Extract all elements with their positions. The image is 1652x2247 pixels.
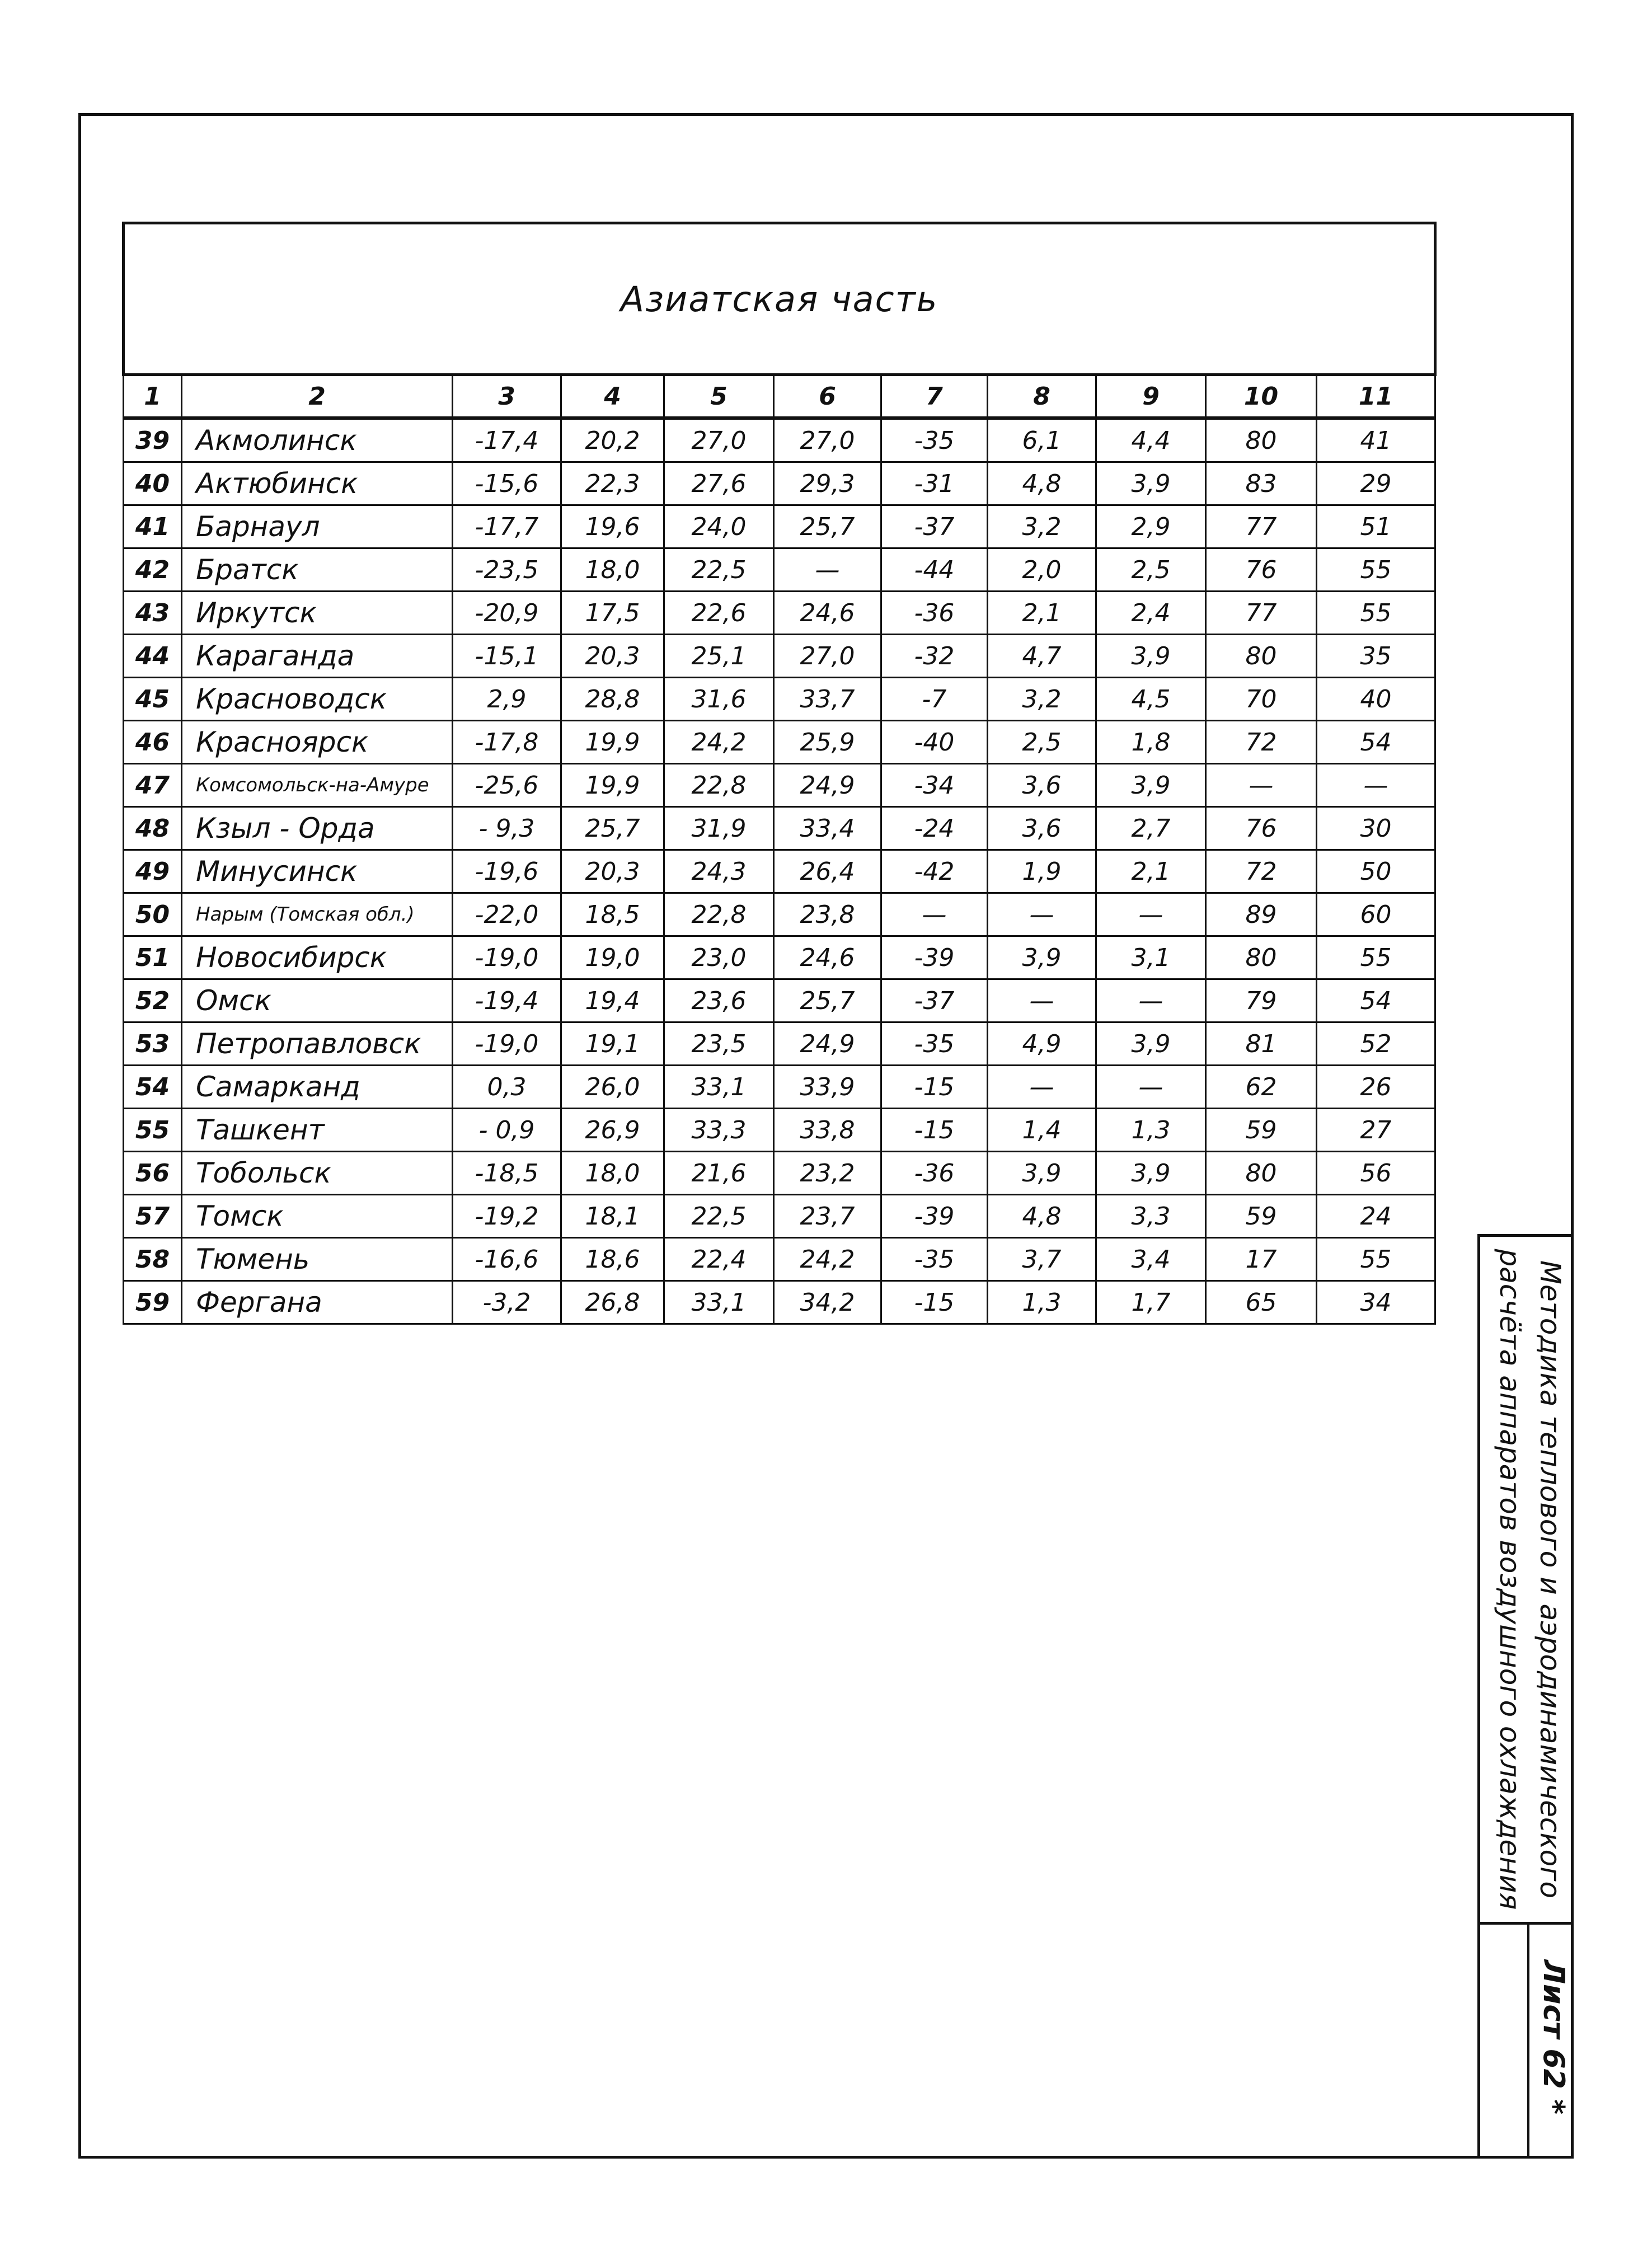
table-cell: 4,5 [1096, 678, 1206, 721]
table-cell: -23,5 [453, 548, 561, 592]
row-number: 52 [124, 979, 182, 1022]
table-cell: -15 [881, 1281, 988, 1324]
table-cell: 77 [1206, 505, 1317, 548]
row-number: 49 [124, 850, 182, 893]
table-cell: 80 [1206, 1152, 1317, 1195]
table-cell: 3,6 [988, 764, 1096, 807]
table-cell: — [988, 979, 1096, 1022]
table-cell: 81 [1206, 1022, 1317, 1066]
table-cell: 26,8 [561, 1281, 664, 1324]
table-row [124, 418, 1435, 462]
table-cell: 3,9 [988, 1152, 1096, 1195]
table-cell: 25,7 [774, 979, 881, 1022]
table-cell: 2,0 [988, 548, 1096, 592]
table-cell: 1,8 [1096, 721, 1206, 764]
table-cell: 18,5 [561, 893, 664, 936]
table-cell: 25,9 [774, 721, 881, 764]
table-cell: 26,4 [774, 850, 881, 893]
table-cell: 54 [1317, 979, 1435, 1022]
row-number: 57 [124, 1195, 182, 1238]
climate-data-table [122, 222, 1437, 1325]
table-cell: 55 [1317, 1238, 1435, 1281]
city-name: Барнаул [182, 505, 453, 548]
table-cell: 2,1 [988, 592, 1096, 635]
table-cell: 22,8 [664, 893, 774, 936]
table-cell: 55 [1317, 936, 1435, 979]
table-cell: 23,7 [774, 1195, 881, 1238]
document-title-line-2: расчёта аппаратов воздушного охлаждения [1494, 1249, 1526, 1910]
table-cell: 2,9 [453, 678, 561, 721]
column-number: 9 [1096, 375, 1206, 419]
row-number: 45 [124, 678, 182, 721]
table-cell: 17 [1206, 1238, 1317, 1281]
table-cell: -19,2 [453, 1195, 561, 1238]
table-cell: 27,0 [664, 418, 774, 462]
table-cell: 33,7 [774, 678, 881, 721]
table-cell: 70 [1206, 678, 1317, 721]
table-cell: 3,9 [988, 936, 1096, 979]
table-cell: 1,9 [988, 850, 1096, 893]
table-row [124, 678, 1435, 721]
column-number: 3 [453, 375, 561, 419]
row-number: 41 [124, 505, 182, 548]
table-cell: 80 [1206, 936, 1317, 979]
row-number: 40 [124, 462, 182, 505]
table-cell: 2,4 [1096, 592, 1206, 635]
table-cell: 31,9 [664, 807, 774, 850]
table-cell: 23,2 [774, 1152, 881, 1195]
table-cell: 24 [1317, 1195, 1435, 1238]
column-number-row [124, 375, 1435, 419]
table-cell: 19,9 [561, 721, 664, 764]
table-cell: 3,9 [1096, 1152, 1206, 1195]
table-cell: 27,0 [774, 635, 881, 678]
city-name: Караганда [182, 635, 453, 678]
table-cell: 80 [1206, 635, 1317, 678]
table-cell: 65 [1206, 1281, 1317, 1324]
table-cell: 26,9 [561, 1109, 664, 1152]
table-cell: -34 [881, 764, 988, 807]
city-name: Братск [182, 548, 453, 592]
table-cell: 22,4 [664, 1238, 774, 1281]
table-row [124, 592, 1435, 635]
table-cell: 2,9 [1096, 505, 1206, 548]
stamp-divider [1480, 1922, 1571, 1925]
table-row [124, 893, 1435, 936]
city-name: Акмолинск [182, 418, 453, 462]
table-cell: — [1096, 979, 1206, 1022]
table-cell: 24,9 [774, 764, 881, 807]
city-name: Тюмень [182, 1238, 453, 1281]
table-cell: 76 [1206, 548, 1317, 592]
table-cell: 24,9 [774, 1022, 881, 1066]
table-cell: 34,2 [774, 1281, 881, 1324]
table-cell: 3,6 [988, 807, 1096, 850]
table-cell: 0,3 [453, 1066, 561, 1109]
table-cell: 23,8 [774, 893, 881, 936]
table-cell: -22,0 [453, 893, 561, 936]
table-cell: 20,3 [561, 635, 664, 678]
table-cell: 20,2 [561, 418, 664, 462]
table-row [124, 979, 1435, 1022]
table-cell: -15 [881, 1066, 988, 1109]
table-cell: 41 [1317, 418, 1435, 462]
table-cell: 26 [1317, 1066, 1435, 1109]
table-cell: 4,9 [988, 1022, 1096, 1066]
city-name: Иркутск [182, 592, 453, 635]
table-cell: 24,0 [664, 505, 774, 548]
table-cell: -19,6 [453, 850, 561, 893]
table-row [124, 807, 1435, 850]
table-cell: 22,5 [664, 1195, 774, 1238]
city-name: Красноярск [182, 721, 453, 764]
table-cell: 1,4 [988, 1109, 1096, 1152]
row-number: 46 [124, 721, 182, 764]
city-name: Минусинск [182, 850, 453, 893]
table-cell: 2,5 [1096, 548, 1206, 592]
city-name: Красноводск [182, 678, 453, 721]
table-cell: -35 [881, 1238, 988, 1281]
table-cell: 33,1 [664, 1281, 774, 1324]
table-cell: 3,9 [1096, 1022, 1206, 1066]
table-row [124, 1066, 1435, 1109]
column-number: 4 [561, 375, 664, 419]
table-cell: — [1317, 764, 1435, 807]
city-name: Новосибирск [182, 936, 453, 979]
table-cell: 30 [1317, 807, 1435, 850]
table-cell: 24,2 [664, 721, 774, 764]
table-cell: -25,6 [453, 764, 561, 807]
table-cell: 29,3 [774, 462, 881, 505]
table-cell: -24 [881, 807, 988, 850]
table-cell: -39 [881, 1195, 988, 1238]
row-number: 55 [124, 1109, 182, 1152]
table-cell: 3,9 [1096, 462, 1206, 505]
table-cell: 1,3 [1096, 1109, 1206, 1152]
table-cell: -3,2 [453, 1281, 561, 1324]
document-title [1486, 1241, 1570, 1918]
table-cell: -37 [881, 505, 988, 548]
table-cell: -35 [881, 418, 988, 462]
row-number: 59 [124, 1281, 182, 1324]
table-cell: 3,2 [988, 505, 1096, 548]
row-number: 58 [124, 1238, 182, 1281]
table-cell: 3,9 [1096, 764, 1206, 807]
table-row [124, 548, 1435, 592]
table-row [124, 1152, 1435, 1195]
table-cell: 24,3 [664, 850, 774, 893]
column-number: 2 [182, 375, 453, 419]
row-number: 51 [124, 936, 182, 979]
table-cell: -37 [881, 979, 988, 1022]
table-cell: 83 [1206, 462, 1317, 505]
table-cell: 25,7 [774, 505, 881, 548]
table-cell: -19,0 [453, 936, 561, 979]
row-number: 54 [124, 1066, 182, 1109]
table-cell: 3,4 [1096, 1238, 1206, 1281]
city-name: Фергана [182, 1281, 453, 1324]
column-number: 6 [774, 375, 881, 419]
table-title: Азиатская часть [124, 223, 1435, 375]
table-cell: -7 [881, 678, 988, 721]
table-cell: 89 [1206, 893, 1317, 936]
table-cell: 33,3 [664, 1109, 774, 1152]
city-name: Ташкент [182, 1109, 453, 1152]
table-row [124, 850, 1435, 893]
table-cell: -20,9 [453, 592, 561, 635]
table-cell: -42 [881, 850, 988, 893]
row-number: 50 [124, 893, 182, 936]
table-cell: -15,6 [453, 462, 561, 505]
table-cell: 19,6 [561, 505, 664, 548]
table-cell: -15 [881, 1109, 988, 1152]
table-row [124, 635, 1435, 678]
table-cell: 51 [1317, 505, 1435, 548]
table-cell: 24,6 [774, 592, 881, 635]
table-cell: 19,1 [561, 1022, 664, 1066]
table-cell: 24,2 [774, 1238, 881, 1281]
table-body [124, 223, 1435, 1324]
row-number: 53 [124, 1022, 182, 1066]
table-cell: 34 [1317, 1281, 1435, 1324]
table-title-row [124, 223, 1435, 375]
table-cell: -19,4 [453, 979, 561, 1022]
table-cell: 33,9 [774, 1066, 881, 1109]
row-number: 56 [124, 1152, 182, 1195]
table-cell: — [988, 1066, 1096, 1109]
table-cell: — [1096, 893, 1206, 936]
table-cell: 18,1 [561, 1195, 664, 1238]
column-number: 5 [664, 375, 774, 419]
city-name: Тобольск [182, 1152, 453, 1195]
table-cell: 55 [1317, 592, 1435, 635]
table-cell: -36 [881, 592, 988, 635]
table-row [124, 1195, 1435, 1238]
table-cell: 22,8 [664, 764, 774, 807]
city-name: Кзыл - Орда [182, 807, 453, 850]
table-cell: 79 [1206, 979, 1317, 1022]
column-number: 7 [881, 375, 988, 419]
table-cell: 19,4 [561, 979, 664, 1022]
table-cell: -35 [881, 1022, 988, 1066]
table-cell: — [774, 548, 881, 592]
table-cell: 72 [1206, 850, 1317, 893]
sheet-number-label: Лист 62 * [1537, 1959, 1570, 2115]
table-cell: 6,1 [988, 418, 1096, 462]
table-cell: 3,1 [1096, 936, 1206, 979]
column-number: 10 [1206, 375, 1317, 419]
table-row [124, 936, 1435, 979]
table-cell: 33,4 [774, 807, 881, 850]
table-cell: -16,6 [453, 1238, 561, 1281]
column-number: 8 [988, 375, 1096, 419]
table-cell: 23,0 [664, 936, 774, 979]
table-cell: -40 [881, 721, 988, 764]
table-cell: 77 [1206, 592, 1317, 635]
table-cell: -31 [881, 462, 988, 505]
table-cell: 40 [1317, 678, 1435, 721]
table-cell: 31,6 [664, 678, 774, 721]
city-name: Томск [182, 1195, 453, 1238]
table-cell: 2,5 [988, 721, 1096, 764]
table-cell: -39 [881, 936, 988, 979]
table-cell: — [1096, 1066, 1206, 1109]
column-number: 1 [124, 375, 182, 419]
column-number: 11 [1317, 375, 1435, 419]
table-cell: 59 [1206, 1109, 1317, 1152]
table-cell: 19,9 [561, 764, 664, 807]
table-row [124, 462, 1435, 505]
table-cell: -19,0 [453, 1022, 561, 1066]
document-title-line-1: Методика теплового и аэродинамического [1534, 1260, 1566, 1899]
table-cell: 33,8 [774, 1109, 881, 1152]
table-cell: -44 [881, 548, 988, 592]
table-row [124, 505, 1435, 548]
row-number: 48 [124, 807, 182, 850]
table-cell: 24,6 [774, 936, 881, 979]
climate-table-wrapper [122, 222, 1434, 1335]
table-cell: - 0,9 [453, 1109, 561, 1152]
table-cell: 76 [1206, 807, 1317, 850]
table-cell: 1,3 [988, 1281, 1096, 1324]
table-row [124, 1022, 1435, 1066]
table-cell: 18,0 [561, 1152, 664, 1195]
table-cell: 17,5 [561, 592, 664, 635]
city-name: Самарканд [182, 1066, 453, 1109]
table-cell: 52 [1317, 1022, 1435, 1066]
table-cell: 35 [1317, 635, 1435, 678]
table-cell: 33,1 [664, 1066, 774, 1109]
table-cell: 2,7 [1096, 807, 1206, 850]
table-cell: 3,2 [988, 678, 1096, 721]
table-cell: 55 [1317, 548, 1435, 592]
table-cell: 50 [1317, 850, 1435, 893]
table-cell: - 9,3 [453, 807, 561, 850]
row-number: 43 [124, 592, 182, 635]
table-cell: -17,4 [453, 418, 561, 462]
table-row [124, 764, 1435, 807]
table-cell: 25,1 [664, 635, 774, 678]
table-cell: 25,7 [561, 807, 664, 850]
table-cell: -36 [881, 1152, 988, 1195]
table-cell: 27,0 [774, 418, 881, 462]
city-name: Нарым (Томская обл.) [182, 893, 453, 936]
table-cell: 56 [1317, 1152, 1435, 1195]
table-cell: 23,6 [664, 979, 774, 1022]
table-cell: 18,0 [561, 548, 664, 592]
city-name: Комсомольск-на-Амуре [182, 764, 453, 807]
city-name: Петропавловск [182, 1022, 453, 1066]
table-cell: 28,8 [561, 678, 664, 721]
table-cell: -17,7 [453, 505, 561, 548]
table-cell: 1,7 [1096, 1281, 1206, 1324]
table-cell: -32 [881, 635, 988, 678]
table-row [124, 1238, 1435, 1281]
table-cell: 60 [1317, 893, 1435, 936]
table-cell: 4,8 [988, 462, 1096, 505]
table-cell: 26,0 [561, 1066, 664, 1109]
table-cell: 3,9 [1096, 635, 1206, 678]
table-row [124, 1281, 1435, 1324]
table-cell: 20,3 [561, 850, 664, 893]
table-cell: 3,7 [988, 1238, 1096, 1281]
table-cell: 72 [1206, 721, 1317, 764]
table-cell: -17,8 [453, 721, 561, 764]
table-cell: 19,0 [561, 936, 664, 979]
row-number: 47 [124, 764, 182, 807]
table-cell: 22,5 [664, 548, 774, 592]
table-cell: -15,1 [453, 635, 561, 678]
table-cell: 23,5 [664, 1022, 774, 1066]
table-cell: 59 [1206, 1195, 1317, 1238]
table-cell: 62 [1206, 1066, 1317, 1109]
table-cell: — [1206, 764, 1317, 807]
table-row [124, 721, 1435, 764]
table-cell: -18,5 [453, 1152, 561, 1195]
table-cell: 4,8 [988, 1195, 1096, 1238]
table-cell: 22,3 [561, 462, 664, 505]
table-cell: 27,6 [664, 462, 774, 505]
table-cell: 27 [1317, 1109, 1435, 1152]
table-cell: 4,4 [1096, 418, 1206, 462]
stamp-divider-vertical [1527, 1922, 1529, 2156]
row-number: 39 [124, 418, 182, 462]
title-block-stamp [1477, 1234, 1574, 2159]
row-number: 42 [124, 548, 182, 592]
table-cell: 54 [1317, 721, 1435, 764]
table-row [124, 1109, 1435, 1152]
row-number: 44 [124, 635, 182, 678]
table-cell: 21,6 [664, 1152, 774, 1195]
table-cell: — [881, 893, 988, 936]
table-cell: 4,7 [988, 635, 1096, 678]
table-cell: 22,6 [664, 592, 774, 635]
table-cell: 18,6 [561, 1238, 664, 1281]
city-name: Омск [182, 979, 453, 1022]
city-name: Актюбинск [182, 462, 453, 505]
table-cell: 80 [1206, 418, 1317, 462]
table-cell: — [988, 893, 1096, 936]
table-cell: 29 [1317, 462, 1435, 505]
table-cell: 3,3 [1096, 1195, 1206, 1238]
table-cell: 2,1 [1096, 850, 1206, 893]
